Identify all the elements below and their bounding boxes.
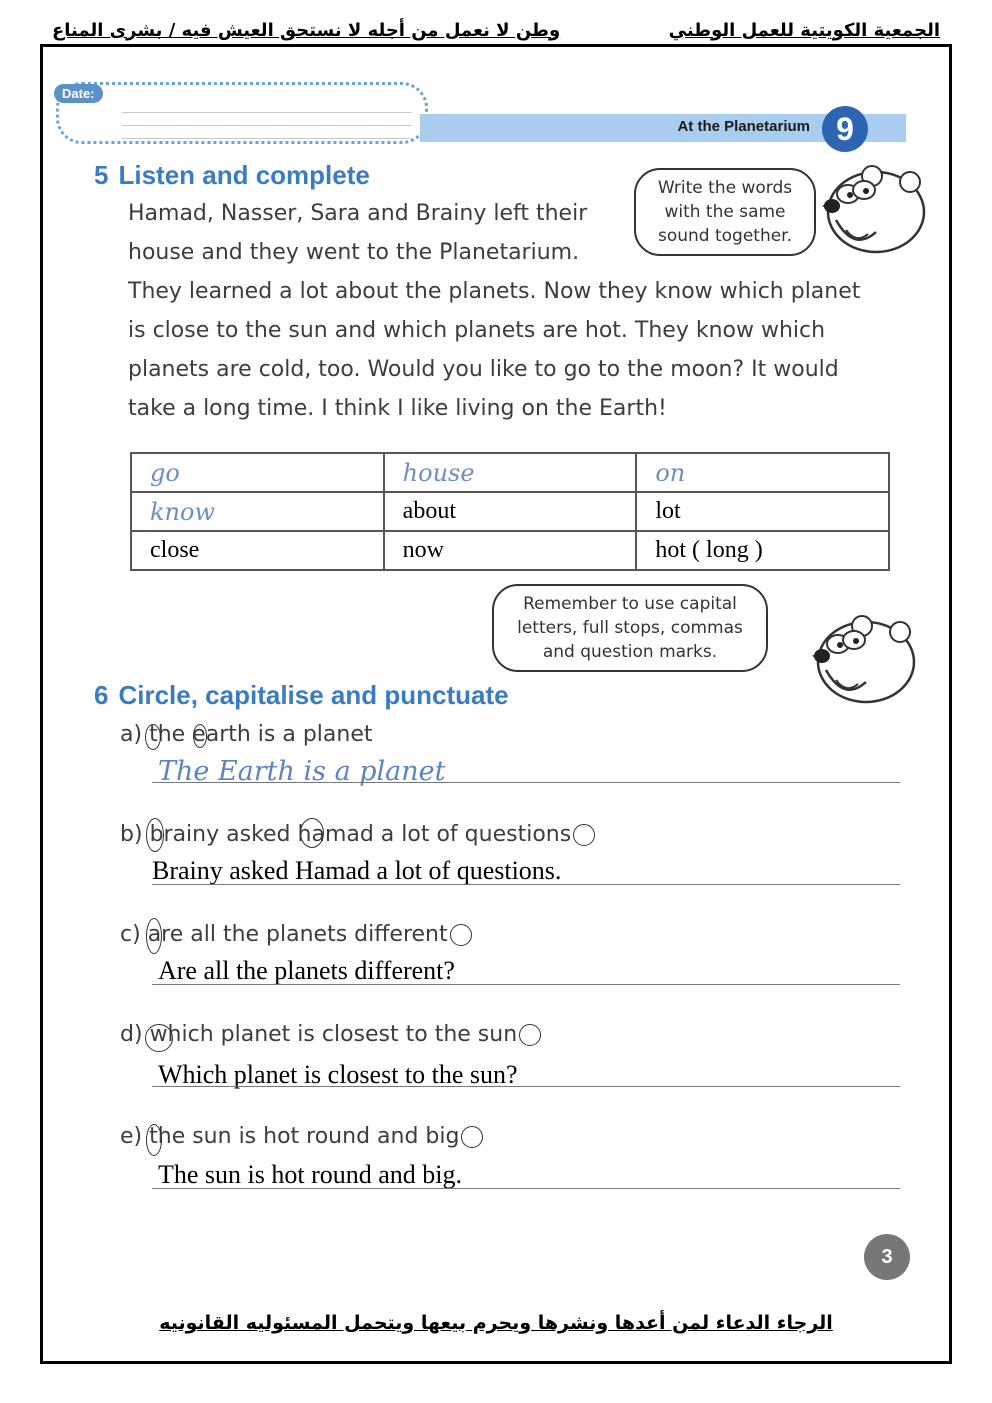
- circle-mark: [146, 1124, 162, 1156]
- item-label: c): [120, 922, 141, 947]
- table-cell[interactable]: on: [636, 453, 889, 492]
- circle-mark: [300, 818, 324, 848]
- section-5-title: [94, 160, 370, 191]
- answer-c[interactable]: Are all the planets different?: [158, 956, 455, 985]
- passage-line: is close to the sun and which planets are hot. They know which: [128, 318, 826, 343]
- table-row: [131, 492, 889, 531]
- passage-line: planets are cold, too. Would you like to go to the moon? It would: [128, 357, 839, 382]
- answer-line: [152, 884, 900, 885]
- unit-number-badge: 9: [822, 106, 868, 152]
- passage-line: They learned a lot about the planets. Now they know which planet: [128, 279, 861, 304]
- answer-line: [152, 1188, 900, 1189]
- answer-e[interactable]: The sun is hot round and big.: [158, 1160, 463, 1189]
- table-row: [131, 453, 889, 492]
- punctuation-circle: [573, 824, 595, 846]
- table-cell[interactable]: now: [384, 531, 637, 570]
- section-6-title: [94, 680, 509, 711]
- item-label: b): [120, 822, 143, 847]
- exercise-item-c: [120, 922, 472, 947]
- bear-mascot-icon: [796, 610, 926, 720]
- table-cell[interactable]: know: [131, 492, 384, 531]
- answer-d[interactable]: Which planet is closest to the sun?: [158, 1060, 518, 1089]
- item-sentence: which planet is closest to the sun: [149, 1022, 518, 1047]
- punctuation-circle: [450, 924, 472, 946]
- arabic-header: [40, 16, 952, 44]
- header-org: الجمعية الكويتية للعمل الوطني: [668, 19, 940, 41]
- exercise-item-e: [120, 1124, 483, 1149]
- arabic-footer: الرجاء الدعاء لمن أعدها ونشرها ويحرم بيعها ويتحمل المسئوليه القانونيه: [159, 1312, 833, 1334]
- date-writing-lines: [122, 100, 412, 139]
- section-6-speech-bubble: [492, 584, 768, 672]
- unit-title: At the Planetarium: [677, 118, 810, 135]
- bubble-line: letters, full stops, commas: [517, 618, 743, 638]
- sound-words-table: [130, 452, 890, 571]
- exercise-item-b: [120, 822, 595, 847]
- table-cell[interactable]: close: [131, 531, 384, 570]
- bubble-line: Remember to use capital: [523, 594, 737, 614]
- passage-line: house and they went to the Planetarium.: [128, 240, 580, 265]
- passage-line: take a long time. I think I like living on the Earth!: [128, 396, 667, 421]
- page-number-badge: 3: [864, 1234, 910, 1280]
- punctuation-circle: [519, 1024, 541, 1046]
- item-label: d): [120, 1022, 143, 1047]
- answer-line: [152, 984, 900, 985]
- answer-a[interactable]: The Earth is a planet: [158, 756, 446, 787]
- header-motto: وطن لا نعمل من أجله لا نستحق العيش فيه / بشرى المناع: [52, 19, 561, 41]
- answer-line: [152, 1086, 900, 1087]
- item-sentence: are all the planets different: [147, 922, 448, 947]
- bear-mascot-icon: [806, 160, 936, 270]
- item-label: e): [120, 1124, 143, 1149]
- table-cell[interactable]: lot: [636, 492, 889, 531]
- circle-mark: [145, 724, 161, 750]
- answer-b[interactable]: Brainy asked Hamad a lot of questions.: [152, 856, 562, 885]
- item-sentence: the earth is a planet: [149, 722, 373, 747]
- circle-mark: [193, 724, 207, 748]
- punctuation-circle: [461, 1126, 483, 1148]
- table-cell[interactable]: hot ( long ): [636, 531, 889, 570]
- circle-mark: [145, 1024, 173, 1052]
- section-5-heading: Listen and complete: [118, 160, 370, 190]
- bubble-line: with the same: [664, 202, 786, 222]
- item-label: a): [120, 722, 143, 747]
- section-5-speech-bubble: [634, 168, 816, 256]
- bubble-line: sound together.: [657, 226, 793, 246]
- table-cell[interactable]: go: [131, 453, 384, 492]
- answer-line: [152, 782, 900, 783]
- bubble-line: and question marks.: [542, 642, 718, 662]
- section-5-number: 5: [94, 160, 109, 190]
- section-6-heading: Circle, capitalise and punctuate: [118, 680, 509, 710]
- item-sentence: the sun is hot round and big: [149, 1124, 460, 1149]
- item-sentence: brainy asked hamad a lot of questions: [149, 822, 572, 847]
- table-cell[interactable]: house: [384, 453, 637, 492]
- circle-mark: [146, 918, 162, 954]
- passage-line: Hamad, Nasser, Sara and Brainy left their: [128, 201, 588, 226]
- circle-mark: [146, 818, 164, 852]
- bubble-line: Write the words: [657, 178, 793, 198]
- date-label: Date:: [54, 84, 103, 103]
- table-cell[interactable]: about: [384, 492, 637, 531]
- section-6-number: 6: [94, 680, 109, 710]
- exercise-item-d: [120, 1022, 541, 1047]
- table-row: [131, 531, 889, 570]
